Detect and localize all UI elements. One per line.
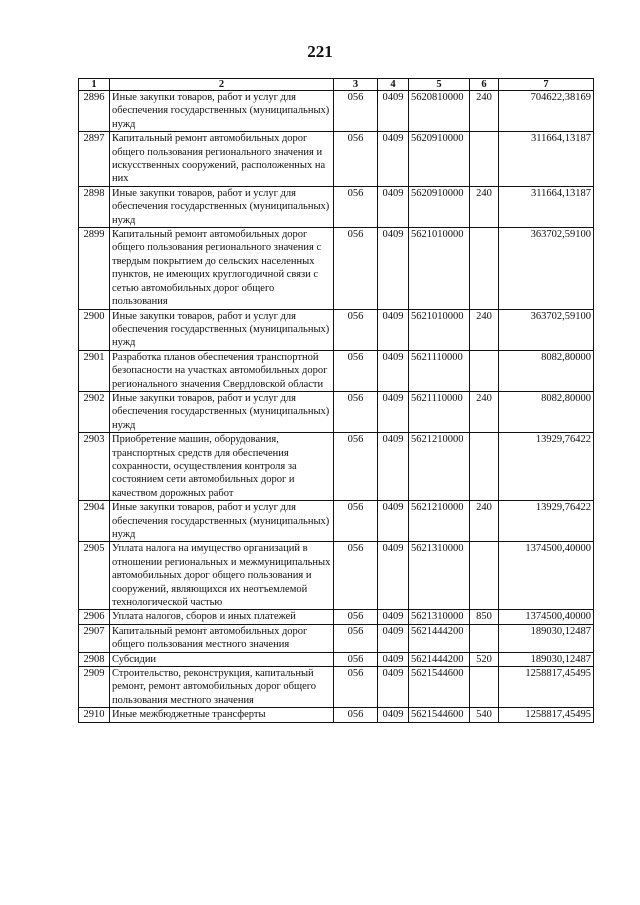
- row-ministry-code: 056: [334, 309, 378, 350]
- row-amount: 189030,12487: [499, 652, 594, 666]
- row-target-code: 5621310000: [409, 610, 470, 624]
- row-target-code: 5620810000: [409, 91, 470, 132]
- row-section-code: 0409: [378, 652, 409, 666]
- row-section-code: 0409: [378, 542, 409, 610]
- header-cell-4: 4: [378, 79, 409, 91]
- row-amount: 8082,80000: [499, 350, 594, 391]
- row-expense-type: [470, 350, 499, 391]
- row-section-code: 0409: [378, 391, 409, 432]
- row-section-code: 0409: [378, 186, 409, 227]
- row-expense-type: [470, 542, 499, 610]
- row-ministry-code: 056: [334, 667, 378, 708]
- row-number: 2899: [79, 228, 110, 309]
- row-amount: 704622,38169: [499, 91, 594, 132]
- row-target-code: 5621444200: [409, 624, 470, 652]
- table-row: [79, 542, 594, 610]
- row-ministry-code: 056: [334, 610, 378, 624]
- table-row: [79, 433, 594, 501]
- table-row: [79, 652, 594, 666]
- row-expense-type: [470, 667, 499, 708]
- header-cell-3: 3: [334, 79, 378, 91]
- row-number: 2902: [79, 391, 110, 432]
- row-description: Капитальный ремонт автомобильных дорог общего пользования местного значения: [110, 624, 334, 652]
- row-target-code: 5621544600: [409, 708, 470, 722]
- header-cell-5: 5: [409, 79, 470, 91]
- row-number: 2906: [79, 610, 110, 624]
- row-amount: 1258817,45495: [499, 667, 594, 708]
- row-amount: 13929,76422: [499, 433, 594, 501]
- table-row: [79, 391, 594, 432]
- row-section-code: 0409: [378, 610, 409, 624]
- row-section-code: 0409: [378, 132, 409, 187]
- row-section-code: 0409: [378, 433, 409, 501]
- row-amount: 363702,59100: [499, 309, 594, 350]
- budget-table: [78, 78, 594, 723]
- row-description: Иные закупки товаров, работ и услуг для обеспечения государственных (муниципальных) нужд: [110, 186, 334, 227]
- row-amount: 363702,59100: [499, 228, 594, 309]
- row-expense-type: 850: [470, 610, 499, 624]
- row-amount: 311664,13187: [499, 132, 594, 187]
- row-number: 2903: [79, 433, 110, 501]
- row-ministry-code: 056: [334, 91, 378, 132]
- row-ministry-code: 056: [334, 132, 378, 187]
- row-description: Уплата налогов, сборов и иных платежей: [110, 610, 334, 624]
- table-row: [79, 624, 594, 652]
- row-expense-type: [470, 228, 499, 309]
- row-number: 2898: [79, 186, 110, 227]
- row-target-code: 5621444200: [409, 652, 470, 666]
- row-expense-type: [470, 433, 499, 501]
- row-description: Иные закупки товаров, работ и услуг для обеспечения государственных (муниципальных) нужд: [110, 309, 334, 350]
- row-number: 2904: [79, 501, 110, 542]
- row-number: 2905: [79, 542, 110, 610]
- row-section-code: 0409: [378, 350, 409, 391]
- row-target-code: 5620910000: [409, 132, 470, 187]
- row-target-code: 5621310000: [409, 542, 470, 610]
- row-ministry-code: 056: [334, 350, 378, 391]
- header-cell-2: 2: [110, 79, 334, 91]
- row-number: 2897: [79, 132, 110, 187]
- header-cell-1: 1: [79, 79, 110, 91]
- row-ministry-code: 056: [334, 624, 378, 652]
- row-ministry-code: 056: [334, 433, 378, 501]
- row-target-code: 5621210000: [409, 433, 470, 501]
- row-section-code: 0409: [378, 309, 409, 350]
- row-target-code: 5621010000: [409, 309, 470, 350]
- page-number: 221: [307, 42, 333, 61]
- table-row: [79, 610, 594, 624]
- row-description: Уплата налога на имущество организаций в отношении региональных и межмуниципальных автомобильных дорог общего пользования и сооружений, являющихся их неотъемлемой технологической частью: [110, 542, 334, 610]
- row-amount: 1258817,45495: [499, 708, 594, 722]
- row-target-code: 5621210000: [409, 501, 470, 542]
- table-row: [79, 91, 594, 132]
- row-target-code: 5621544600: [409, 667, 470, 708]
- header-cell-7: 7: [499, 79, 594, 91]
- row-expense-type: 240: [470, 309, 499, 350]
- row-target-code: 5621110000: [409, 350, 470, 391]
- row-description: Иные межбюджетные трансферты: [110, 708, 334, 722]
- row-description: Субсидии: [110, 652, 334, 666]
- row-target-code: 5621110000: [409, 391, 470, 432]
- row-expense-type: 240: [470, 391, 499, 432]
- row-description: Строительство, реконструкция, капитальный ремонт, ремонт автомобильных дорог общего пользования местного значения: [110, 667, 334, 708]
- row-number: 2896: [79, 91, 110, 132]
- row-number: 2910: [79, 708, 110, 722]
- row-amount: 13929,76422: [499, 501, 594, 542]
- table-row: [79, 667, 594, 708]
- row-number: 2900: [79, 309, 110, 350]
- row-section-code: 0409: [378, 228, 409, 309]
- row-target-code: 5620910000: [409, 186, 470, 227]
- table-row: [79, 708, 594, 722]
- row-section-code: 0409: [378, 667, 409, 708]
- table-row: [79, 309, 594, 350]
- row-section-code: 0409: [378, 91, 409, 132]
- row-ministry-code: 056: [334, 542, 378, 610]
- row-ministry-code: 056: [334, 652, 378, 666]
- row-ministry-code: 056: [334, 708, 378, 722]
- row-description: Иные закупки товаров, работ и услуг для обеспечения государственных (муниципальных) нужд: [110, 391, 334, 432]
- row-amount: 311664,13187: [499, 186, 594, 227]
- table-row: [79, 350, 594, 391]
- row-expense-type: 540: [470, 708, 499, 722]
- row-target-code: 5621010000: [409, 228, 470, 309]
- table-row: [79, 228, 594, 309]
- row-description: Разработка планов обеспечения транспортной безопасности на участках автомобильных дорог регионального значения Свердловской области: [110, 350, 334, 391]
- row-description: Иные закупки товаров, работ и услуг для обеспечения государственных (муниципальных) нужд: [110, 501, 334, 542]
- row-description: Иные закупки товаров, работ и услуг для обеспечения государственных (муниципальных) нужд: [110, 91, 334, 132]
- header-cell-6: 6: [470, 79, 499, 91]
- row-expense-type: 520: [470, 652, 499, 666]
- row-amount: 8082,80000: [499, 391, 594, 432]
- row-ministry-code: 056: [334, 391, 378, 432]
- row-expense-type: [470, 132, 499, 187]
- row-expense-type: 240: [470, 186, 499, 227]
- row-expense-type: 240: [470, 91, 499, 132]
- row-expense-type: [470, 624, 499, 652]
- table-row: [79, 501, 594, 542]
- row-description: Приобретение машин, оборудования, транспортных средств для обеспечения сохранности, осуществления контроля за состоянием сети автомобильных дорог и качеством дорожных работ: [110, 433, 334, 501]
- row-ministry-code: 056: [334, 228, 378, 309]
- row-number: 2908: [79, 652, 110, 666]
- row-section-code: 0409: [378, 624, 409, 652]
- row-section-code: 0409: [378, 708, 409, 722]
- row-number: 2909: [79, 667, 110, 708]
- row-section-code: 0409: [378, 501, 409, 542]
- row-ministry-code: 056: [334, 186, 378, 227]
- table-row: [79, 132, 594, 187]
- row-description: Капитальный ремонт автомобильных дорог общего пользования регионального значения и искусственных сооружений, расположенных на них: [110, 132, 334, 187]
- row-number: 2907: [79, 624, 110, 652]
- row-number: 2901: [79, 350, 110, 391]
- row-ministry-code: 056: [334, 501, 378, 542]
- row-amount: 189030,12487: [499, 624, 594, 652]
- row-amount: 1374500,40000: [499, 610, 594, 624]
- header-row: [79, 79, 594, 91]
- table-row: [79, 186, 594, 227]
- row-expense-type: 240: [470, 501, 499, 542]
- row-amount: 1374500,40000: [499, 542, 594, 610]
- row-description: Капитальный ремонт автомобильных дорог общего пользования регионального значения с твердым покрытием до сельских населенных пунктов, не имеющих круглогодичной связи с сетью автомобильных дорог общего пользования: [110, 228, 334, 309]
